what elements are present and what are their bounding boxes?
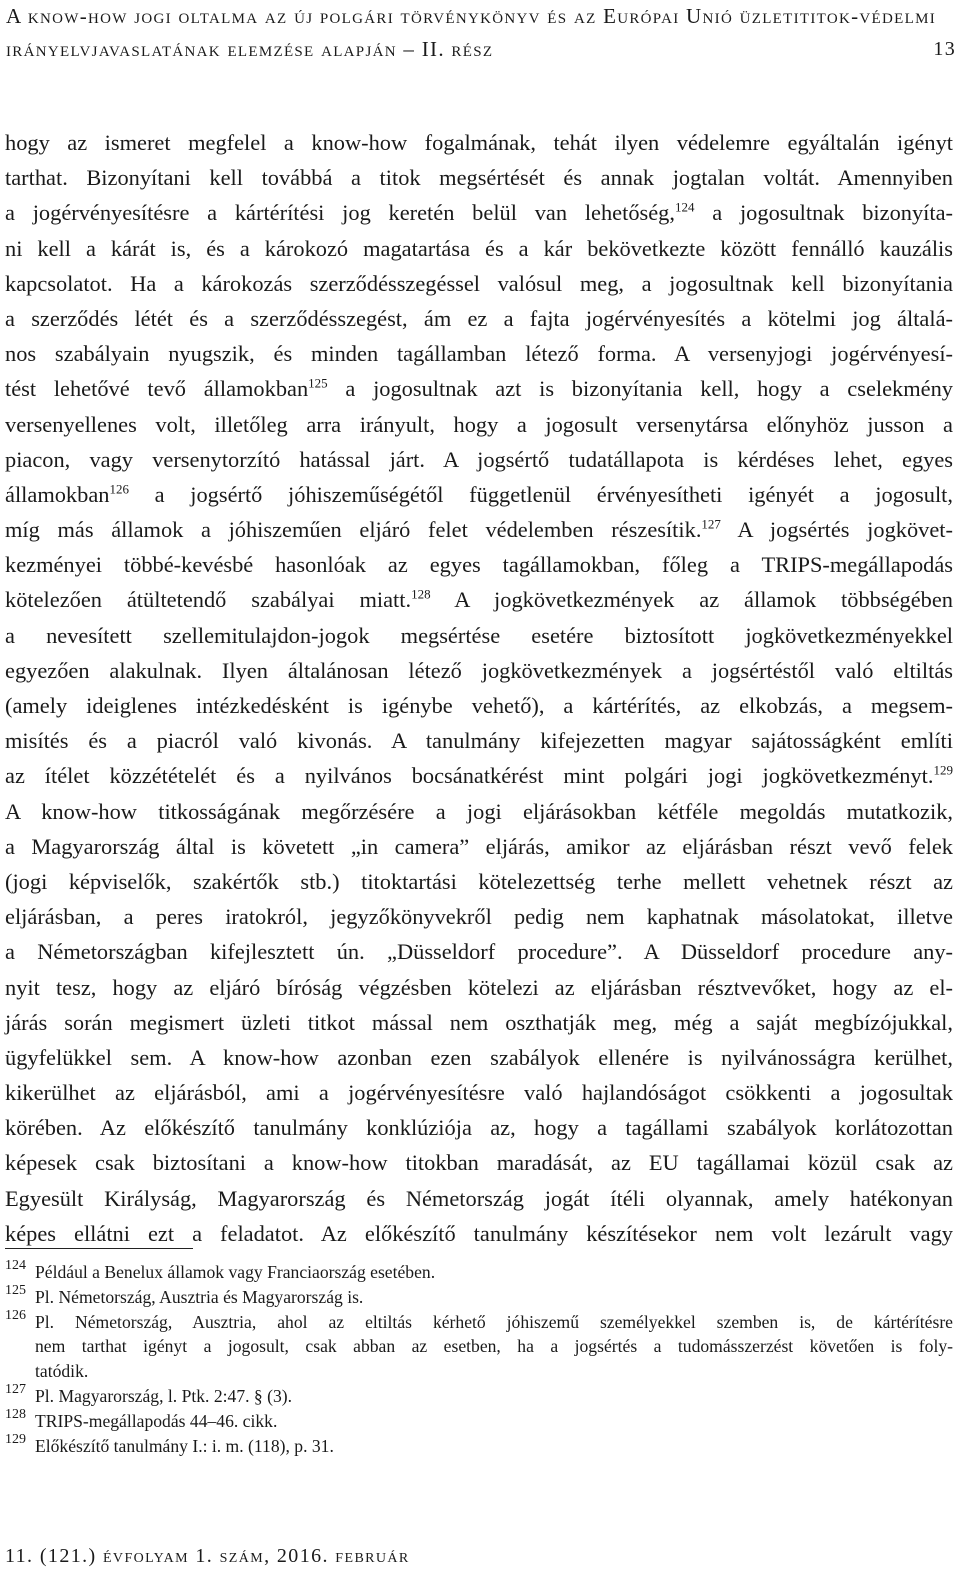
footnote-item	[5, 1406, 953, 1434]
footnote-ref[interactable]: 126	[109, 481, 129, 497]
page-number: 13	[933, 38, 956, 60]
body-line-text: a jogosultnak bizonyíta-	[694, 200, 953, 226]
footnote-text: Például a Benelux államok vagy Franciaország esetében.	[35, 1262, 436, 1282]
body-line: kapcsolatot. Ha a károkozás szerződésszegéssel valósul meg, a jogosultnak kell bizonyítania	[5, 270, 953, 296]
footnotes	[5, 1260, 953, 1458]
body-line-text: a jogérvényesítésre a kártérítési jog keretén belül van lehetőség,	[5, 200, 675, 226]
footnote-number: 126	[5, 1307, 26, 1323]
body-line-text: az ítélet közzétételét és a nyilvános bocsánatkérést mint polgári jogi jogkövetkezményt.	[5, 763, 934, 789]
body-line-text: tést lehetővé tevő államokban	[5, 376, 309, 402]
footnote-ref[interactable]: 125	[308, 375, 328, 391]
footnote-ref[interactable]: 124	[674, 199, 695, 215]
running-header	[6, 0, 956, 66]
body-line-text: a jogosultnak azt is bizonyítania kell, hogy a cselekmény	[327, 376, 953, 402]
body-line: képes ellátni ezt a feladatot. Az előkészítő tanulmány készítésekor nem volt lezárult vagy	[5, 1220, 953, 1246]
body-line-text: A jogkövetkezmények az államok többségében	[430, 587, 953, 613]
body-line: a Németországban kifejlesztett ún. „Düsseldorf procedure”. A Düsseldorf procedure any-	[5, 939, 953, 965]
body-line: Egyesült Királyság, Magyarország és Németország jogát ítéli olyannak, amely hatékonyan	[5, 1185, 953, 1211]
body-line: körében. Az előkészítő tanulmány konklúziója az, hogy a tagállami szabályok korlátozottan	[5, 1115, 953, 1141]
body-line: hogy az ismeret megfelel a know-how fogalmának, tehát ilyen védelemre egyáltalán igényt	[5, 130, 953, 155]
body-line: a nevesített szellemitulajdon-jogok megsértése esetére biztosított jogkövetkezményekkel	[5, 622, 953, 648]
footnote-text: Pl. Németország, Ausztria, ahol az eltiltás kérhető jóhiszemű személyekkel szemben is, de kártérítésre	[35, 1311, 953, 1332]
body-line	[5, 477, 953, 512]
body-line: (jogi képviselők, szakértők stb.) titoktartási kötelezettség terhe mellett vehetnek részt az	[5, 868, 953, 894]
footnote-ref[interactable]: 129	[933, 762, 953, 778]
body-line: misítés és a piacról való kivonás. A tanulmány kifejezetten magyar sajátosságként említi	[5, 728, 953, 754]
footnote-item	[5, 1431, 953, 1459]
header-title-line2-row	[6, 33, 956, 66]
footnote-item	[5, 1260, 953, 1285]
body-line	[5, 195, 953, 230]
body-line: eljárásban, a peres iratokról, jegyzőkönyvekről pedig nem kaphatnak másolatokat, illetve	[5, 904, 953, 930]
body-line: a Magyarország által is követett „in camera” eljárás, amikor az eljárásban részt vevő felek	[5, 833, 953, 859]
footnote-number: 127	[5, 1381, 26, 1397]
body-line	[5, 582, 953, 617]
body-line-text: míg más államok a jóhiszeműen eljáró felet védelemben részesítik.	[5, 517, 702, 543]
footnote-item	[5, 1282, 953, 1310]
body-line-text: kötelezően átültetendő szabályai miatt.	[5, 587, 412, 613]
body-line: piacon, vagy versenytorzító hatással járt. A jogsértő tudatállapota is kérdéses lehet, egyes	[5, 446, 953, 472]
footnote-number: 129	[5, 1431, 26, 1447]
header-title-line2: irányelvjavaslatának elemzése alapján – II. rész	[6, 37, 494, 61]
footnote-item	[5, 1381, 953, 1409]
body-line: kikerülhet az eljárásból, ami a jogérvényesítésre való hajlandóságot csökkenti a jogosultak	[5, 1080, 953, 1106]
footnote-text: Pl. Magyarország, l. Ptk. 2:47. § (3).	[35, 1385, 293, 1406]
body-line-text: a jogsértő jóhiszeműségétől függetlenül érvényesítheti igényét a jogosult,	[128, 481, 953, 507]
footnote-text: Előkészítő tanulmány I.: i. m. (118), p. 31.	[35, 1435, 334, 1456]
header-title-line1: A know-how jogi oltalma az új polgári törvénykönyv és az Európai Unió üzletititok-védelmi	[6, 4, 936, 28]
body-line: a szerződés létét és a szerződésszegést, ám ez a fajta jogérvényesítés a kötelmi jog általá-	[5, 305, 953, 331]
footnote-number: 124	[5, 1258, 26, 1273]
body-line	[5, 512, 953, 547]
body-line-text: államokban	[5, 481, 110, 507]
footnote-separator	[5, 1248, 193, 1249]
body-line: ni kell a kárát is, és a károkozó magatartása és a kár bekövetkezte között fennálló kauzális	[5, 235, 953, 261]
footnote-text: Pl. Németország, Ausztria és Magyarország is.	[35, 1286, 364, 1307]
footnote-number: 125	[5, 1282, 26, 1298]
body-paragraph	[5, 125, 953, 1251]
body-line: versenyellenes volt, illetőleg arra irányult, hogy a jogosult versenytársa előnyhöz jusson a	[5, 411, 953, 437]
body-line: egyezően alakulnak. Ilyen általánosan létező jogkövetkezmények a jogsértéstől való eltiltás	[5, 657, 953, 683]
body-line: ügyfelükkel sem. A know-how azonban ezen szabályok ellenére is nyilvánosságra kerülhet,	[5, 1044, 953, 1070]
body-line: (amely ideiglenes intézkedésként is igénybe vehető), a kártérítés, az elkobzás, a megsem-	[5, 693, 953, 718]
body-line	[5, 758, 953, 793]
body-line	[5, 371, 953, 406]
body-line: kezményei többé-kevésbé hasonlóak az egyes tagállamokban, főleg a TRIPS-megállapodás	[5, 552, 953, 578]
footnote-text: TRIPS-megállapodás 44–46. cikk.	[35, 1410, 278, 1431]
footnote-ref[interactable]: 127	[701, 516, 721, 532]
footnote-text: nem tarthat igényt a jogosult, csak abban az esetben, ha a jogsértés a tudomásszerzést követően is foly-	[35, 1336, 953, 1357]
body-line: járás során megismert üzleti titkot mással nem oszthatják meg, még a saját megbízójukkal,	[5, 1009, 953, 1035]
body-line: képesek csak biztosítani a know-how titokban maradását, az EU tagállamai közül csak az	[5, 1150, 953, 1176]
footnote-text: tatódik.	[35, 1361, 89, 1382]
footnote-ref[interactable]: 128	[411, 586, 431, 602]
body-line: nos szabályain nyugszik, és minden tagállamban létező forma. A versenyjogi jogérvényesí-	[5, 341, 953, 367]
body-line: A know-how titkosságának megőrzésére a jogi eljárásokban kétféle megoldás mutatkozik,	[5, 798, 953, 824]
body-line-text: A jogsértés jogkövet-	[720, 517, 953, 543]
footnote-item	[5, 1307, 953, 1384]
body-line: nyit tesz, hogy az eljáró bíróság végzésben kötelezi az eljárásban résztvevőket, hogy az el-	[5, 974, 953, 1000]
body-line: tarthat. Bizonyítani kell továbbá a titok megsértését és annak jogtalan voltát. Amennyiben	[5, 165, 953, 191]
footnote-number: 128	[5, 1406, 26, 1422]
page-footer: 11. (121.) évfolyam 1. szám, 2016. február	[5, 1545, 410, 1567]
